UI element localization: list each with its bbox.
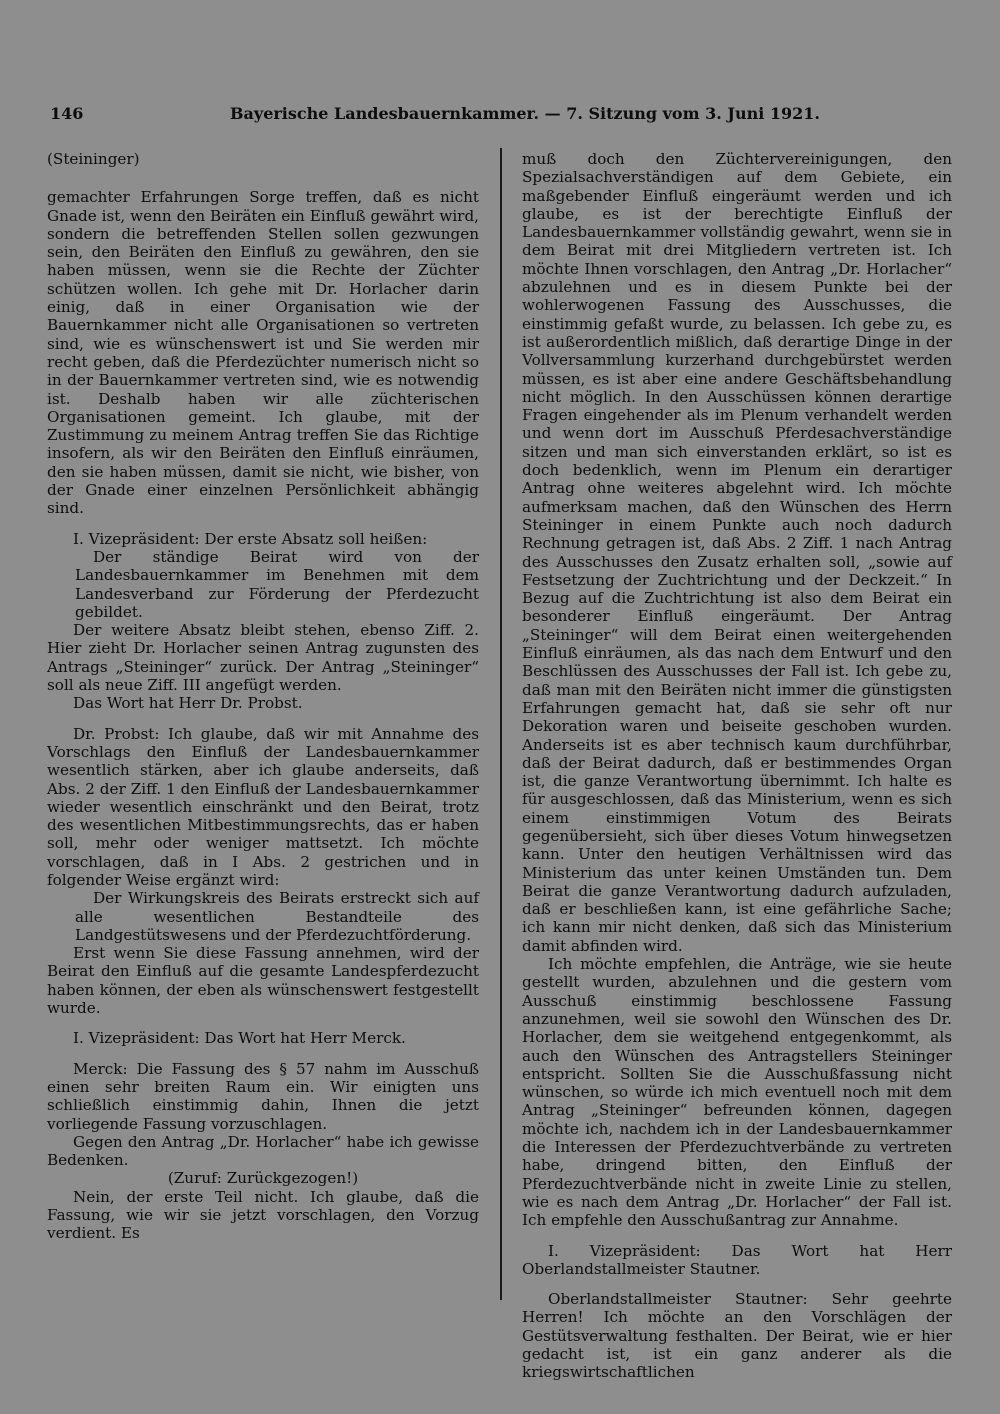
column-divider	[500, 148, 502, 1300]
paragraph: Gegen den Antrag „Dr. Horlacher“ habe ich gewisse Bedenken.	[47, 1132, 479, 1170]
speaker-continuation: (Steininger)	[47, 150, 140, 168]
paragraph: Erst wenn Sie diese Fassung annehmen, wird der Beirat den Einfluß auf die gesamte Landespferdezucht haben können, der eben als wünschenswert festgestellt wurde.	[47, 944, 479, 1018]
paragraph: Das Wort hat Herr Dr. Probst.	[73, 694, 303, 713]
paragraph: muß doch den Züchtervereinigungen, den Spezialsachverständigen auf dem Gebiete, ein maßgebender Einfluß eingeräumt werden und ich glaube, es ist der berechtigte Einfluß der Landesbauernkammer vollständig gewahrt, wenn sie in dem Beirat mit drei Mitgliedern vertreten ist. Ich möchte Ihnen vorschlagen, den Antrag „Dr. Horlacher“ abzulehnen und es in diesem Punkte bei der wohlerwogenen Fassung des Ausschusses, die einstimmig gefaßt wurde, zu belassen. Ich gebe zu, es ist außerordentlich mißlich, daß derartige Dinge in der Vollversammlung kurzerhand durchgebürstet werden müssen, es ist aber eine andere Geschäftsbehandlung nicht möglich. In den Ausschüssen können derartige Fragen eingehender als im Plenum verhandelt werden und wenn dort im Ausschuß Pferdesachverständige sitzen und man sich einverstanden erklärt, so ist es doch bedenklich, wenn im Plenum ein derartiger Antrag ohne weiteres abgelehnt wird. Ich möchte aufmerksam machen, daß den Wünschen des Herrn Steininger in einem Punkte auch noch dadurch Rechnung getragen ist, daß Abs. 2 Ziff. 1 nach Antrag des Ausschusses den Zusatz erhalten soll, „sowie auf Festsetzung der Zuchtrichtung und der Deckzeit.“ In Bezug auf die Zuchtrichtung ist also dem Beirat ein besonderer Einfluß eingeräumt. Der Antrag „Steininger“ will dem Beirat einen weitergehenden Einfluß einräumen, als das nach dem Entwurf und den Beschlüssen des Ausschusses der Fall ist. Ich gebe zu, daß man mit den Beiräten nicht immer die günstigsten Erfahrungen gemacht hat, daß sie sehr oft nur Dekoration waren und beiseite geschoben wurden. Anderseits ist es aber technisch kaum durchführbar, daß der Beirat dadurch, daß er bestimmendes Organ ist, die ganze Verantwortung übernimmt. Ich halte es für ausgeschlossen, daß das Ministerium, wenn es sich einem einstimmigen Votum des Beirats gegenübersieht, sich über dieses Votum hinwegsetzen kann. Unter den heutigen Verhältnissen wird das Ministerium das unter keinen Umständen tun. Dem Beirat die ganze Verantwortung dadurch aufzuladen, daß er beschließen kann, ist eine gefährliche Sache; ich kann mir nicht denken, daß sich das Ministerium damit abfinden wird.	[522, 150, 952, 955]
paragraph: I. Vizepräsident: Der erste Absatz soll heißen:	[73, 529, 428, 548]
paragraph: Nein, der erste Teil nicht. Ich glaube, daß die Fassung, wie wir sie jetzt vorschlagen, den Vorzug verdient. Es	[47, 1187, 479, 1243]
page-number: 146	[50, 104, 84, 123]
paragraph: gemachter Erfahrungen Sorge treffen, daß es nicht Gnade ist, wenn den Beiräten ein Einfluß gewährt wird, sondern die betreffenden Stellen sollen gezwungen sein, den Beiräten den Einfluß zu gewähren, den sie haben müssen, wenn sie die Rechte der Züchter schützen wollen. Ich gehe mit Dr. Horlacher darin einig, daß in einer Organisation wie der Bauernkammer nicht alle Organisationen so vertreten sind, wie es wünschenswert ist und Sie werden mir recht geben, daß die Pferdezüchter numerisch nicht so in der Bauernkammer vertreten sind, wie es notwendig ist. Deshalb haben wir alle züchterischen Organisationen gemeint. Ich glaube, mit der Zustimmung zu meinem Antrag treffen Sie das Richtige insofern, als wir den Beiräten den Einfluß einräumen, den sie haben müssen, damit sie nicht, wie bisher, von der Gnade einer einzelnen Persönlichkeit abhängig sind.	[47, 188, 479, 518]
paragraph: Oberlandstallmeister Stautner: Sehr geehrte Herren! Ich möchte an den Vorschlägen der Gestütsverwaltung festhalten. Der Beirat, wie er hier gedacht ist, ist ein ganz anderer als die kriegswirtschaftlichen	[522, 1290, 952, 1382]
running-head: Bayerische Landesbauernkammer. — 7. Sitzung vom 3. Juni 1921.	[230, 104, 820, 123]
quoted-motion: Der Wirkungskreis des Beirats erstreckt sich auf alle wesentlichen Bestandteile des Landgestütswesens und der Pferdezuchtförderung.	[75, 889, 479, 944]
paragraph: Der weitere Absatz bleibt stehen, ebenso Ziff. 2. Hier zieht Dr. Horlacher seinen Antrag zugunsten des Antrags „Steininger“ zurück. Der Antrag „Steininger“ soll als neue Ziff. III angefügt werden.	[47, 621, 479, 695]
interjection: (Zuruf: Zurückgezogen!)	[167, 1169, 359, 1188]
paragraph: I. Vizepräsident: Das Wort hat Herr Oberlandstallmeister Stautner.	[522, 1241, 952, 1278]
paragraph: Dr. Probst: Ich glaube, daß wir mit Annahme des Vorschlags den Einfluß der Landesbauernkammer wesentlich stärken, aber ich glaube anderseits, daß Abs. 2 der Ziff. 1 den Einfluß der Landesbauernkammer wieder wesentlich einschränkt und den Beirat, trotz des wesentlichen Mitbestimmungsrechts, das er haben soll, mehr oder weniger mattsetzt. Ich möchte vorschlagen, daß in I Abs. 2 gestrichen und in folgender Weise ergänzt wird:	[47, 724, 479, 889]
left-column	[47, 150, 479, 1243]
quoted-motion: Der ständige Beirat wird von der Landesbauernkammer im Benehmen mit dem Landesverband zur Förderung der Pferdezucht gebildet.	[75, 547, 479, 621]
right-column	[522, 150, 952, 1382]
paragraph: Merck: Die Fassung des § 57 nahm im Ausschuß einen sehr breiten Raum ein. Wir einigten uns schließlich einstimmig dahin, Ihnen die jetzt vorliegende Fassung vorzuschlagen.	[47, 1059, 479, 1133]
paragraph: I. Vizepräsident: Das Wort hat Herr Merck.	[73, 1029, 406, 1048]
paragraph: Ich möchte empfehlen, die Anträge, wie sie heute gestellt wurden, abzulehnen und die gestern vom Ausschuß einstimmig beschlossene Fassung anzunehmen, weil sie sowohl den Wünschen des Dr. Horlacher, dem sie weitgehend entgegenkommt, als auch den Wünschen des Antragstellers Steininger entspricht. Sollten Sie die Ausschußfassung nicht wünschen, so würde ich mich eventuell noch mit dem Antrag „Steininger“ befreunden können, dagegen möchte ich, nachdem ich in der Landesbauernkammer die Interessen der Pferdezuchtverbände zu vertreten habe, dringend bitten, den Einfluß der Pferdezuchtverbände nicht in zweite Linie zu stellen, wie es nach dem Antrag „Dr. Horlacher“ der Fall ist. Ich empfehle den Ausschußantrag zur Annahme.	[522, 955, 952, 1230]
